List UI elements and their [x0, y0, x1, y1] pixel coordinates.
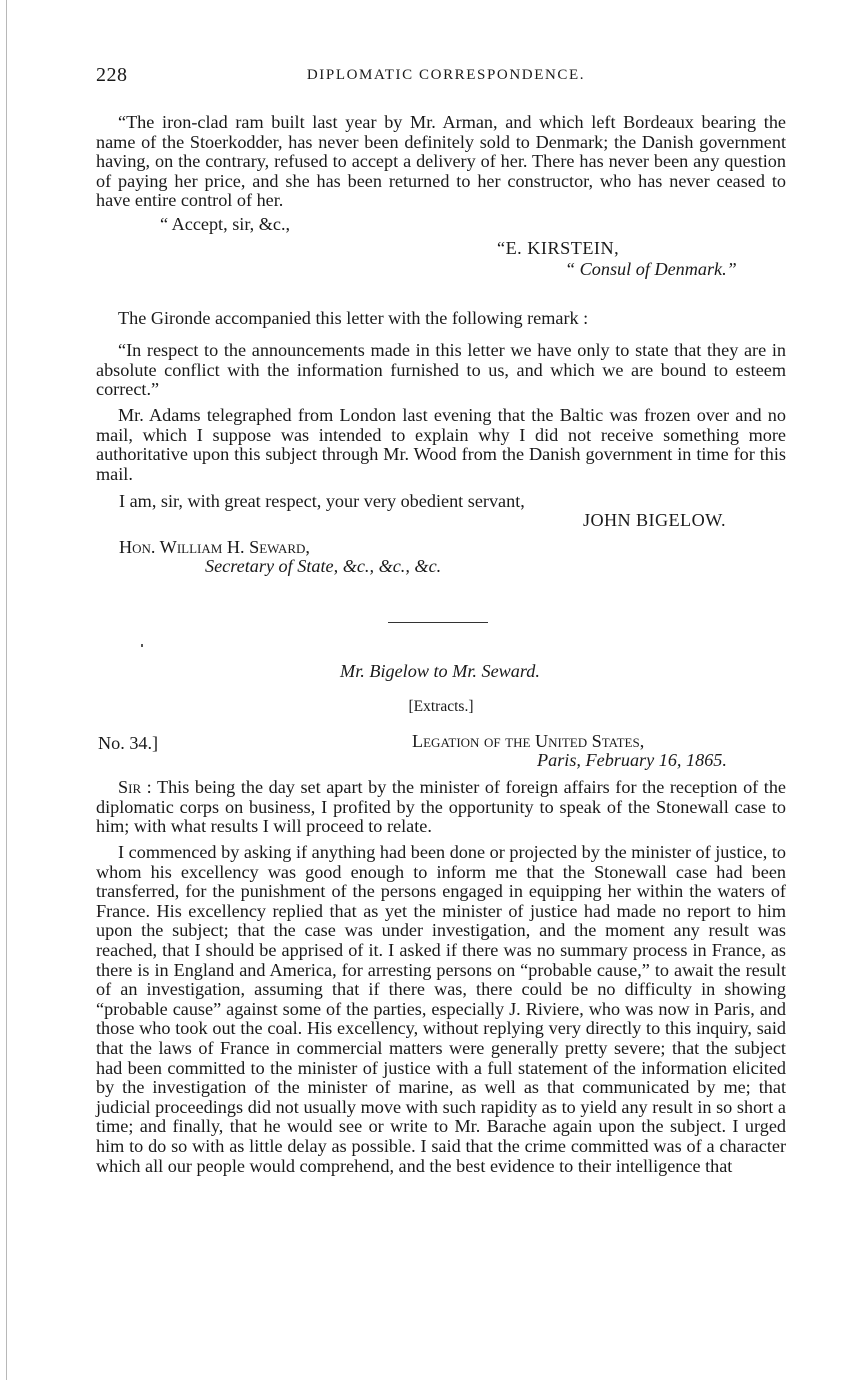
paragraph-1-text: This being the day set apart by the minister of foreign affairs for the reception of the diplomatic corps on business, I profited by the opportunity to speak of the Stonewall case to him; with what results I will proceed to relate. [96, 777, 786, 837]
letter-closing: “ Accept, sir, &c., [160, 214, 291, 234]
page-header [96, 64, 786, 90]
print-speck [141, 644, 143, 647]
addressee-title: Secretary of State, &c., &c., &c. [205, 556, 442, 576]
gironde-remark-quote: “In respect to the announcements made in this letter we have only to state that they are in absolute conflict with the information furnished to us, and which we are bound to esteem correct.” [96, 340, 786, 400]
adams-telegraph-paragraph: Mr. Adams telegraphed from London last evening that the Baltic was frozen over and no mail, which I suppose was intended to explain why I did not receive something more authoritative upon this subject through Mr. Wood from the Danish government in time for this mail. [96, 405, 786, 484]
salutation: Sir : [118, 777, 152, 797]
legation-line: Legation of the United States, [412, 731, 645, 751]
place-date-line: Paris, February 16, 1865. [537, 750, 727, 770]
closing-line: I am, sir, with great respect, your very obedient servant, [119, 491, 525, 511]
kirstein-letter-text: “The iron-clad ram built last year by Mr. Arman, and which left Bordeaux bearing the name of the Stoerkodder, has never been definitely sold to Denmark; the Danish government having, on the contrary, refused to accept a delivery of her. There has never been any question of paying her price, and she has been returned to her constructor, who has never ceased to have entire control of her. [96, 112, 786, 211]
dispatch-paragraph-2: I commenced by asking if anything had been done or projected by the minister of justice, to whom his excellency was good enough to inform me that the Stonewall case had been transferred, for the punishment of the persons engaged in equipping her within the waters of France. His excellency replied that as yet the minister of justice had made no report to him upon the subject; that the case was under investigation, and the moment any result was reached, that I should be apprised of it. I asked if there was no summary process in France, as there is in England and America, for arresting persons on “probable cause,” to await the result of an investigation, assuming that if there was, there could be no difficulty in showing “probable cause” against some of the parties, especially J. Riviere, who was now in Paris, and those who took out the coal. His excellency, without replying very directly to this inquiry, said that the laws of France in commercial matters were generally pretty severe; that the subject had been committed to the minister of justice with a full statement of the information elicited by the investigation of the minister of marine, as well as that communicated by me; that judicial proceedings did not usually move with such rapidity as to yield any result in so short a time; and finally, that he would see or write to Mr. Barache again upon the subject. I urged him to do so with as little delay as possible. I said that the crime committed was of a character which all our people would comprehend, and the best evidence to their intelligence that [96, 842, 786, 1176]
page-edge-line [6, 0, 7, 1380]
letter-heading: Mr. Bigelow to Mr. Seward. [340, 661, 540, 681]
addressee-name: Hon. William H. Seward, [119, 537, 310, 557]
signature-bigelow: JOHN BIGELOW. [583, 510, 726, 530]
section-divider [388, 622, 488, 623]
running-title: DIPLOMATIC CORRESPONDENCE. [306, 67, 586, 83]
letter-signer: “E. KIRSTEIN, [497, 238, 620, 258]
dispatch-number: No. 34.] [98, 733, 159, 753]
extracts-label: [Extracts.] [408, 698, 474, 715]
dispatch-paragraph-1 [96, 778, 786, 837]
letter-signer-title: “ Consul of Denmark.” [565, 259, 737, 279]
page-number: 228 [96, 64, 128, 86]
gironde-remark-intro: The Gironde accompanied this letter with the following remark : [118, 308, 589, 328]
